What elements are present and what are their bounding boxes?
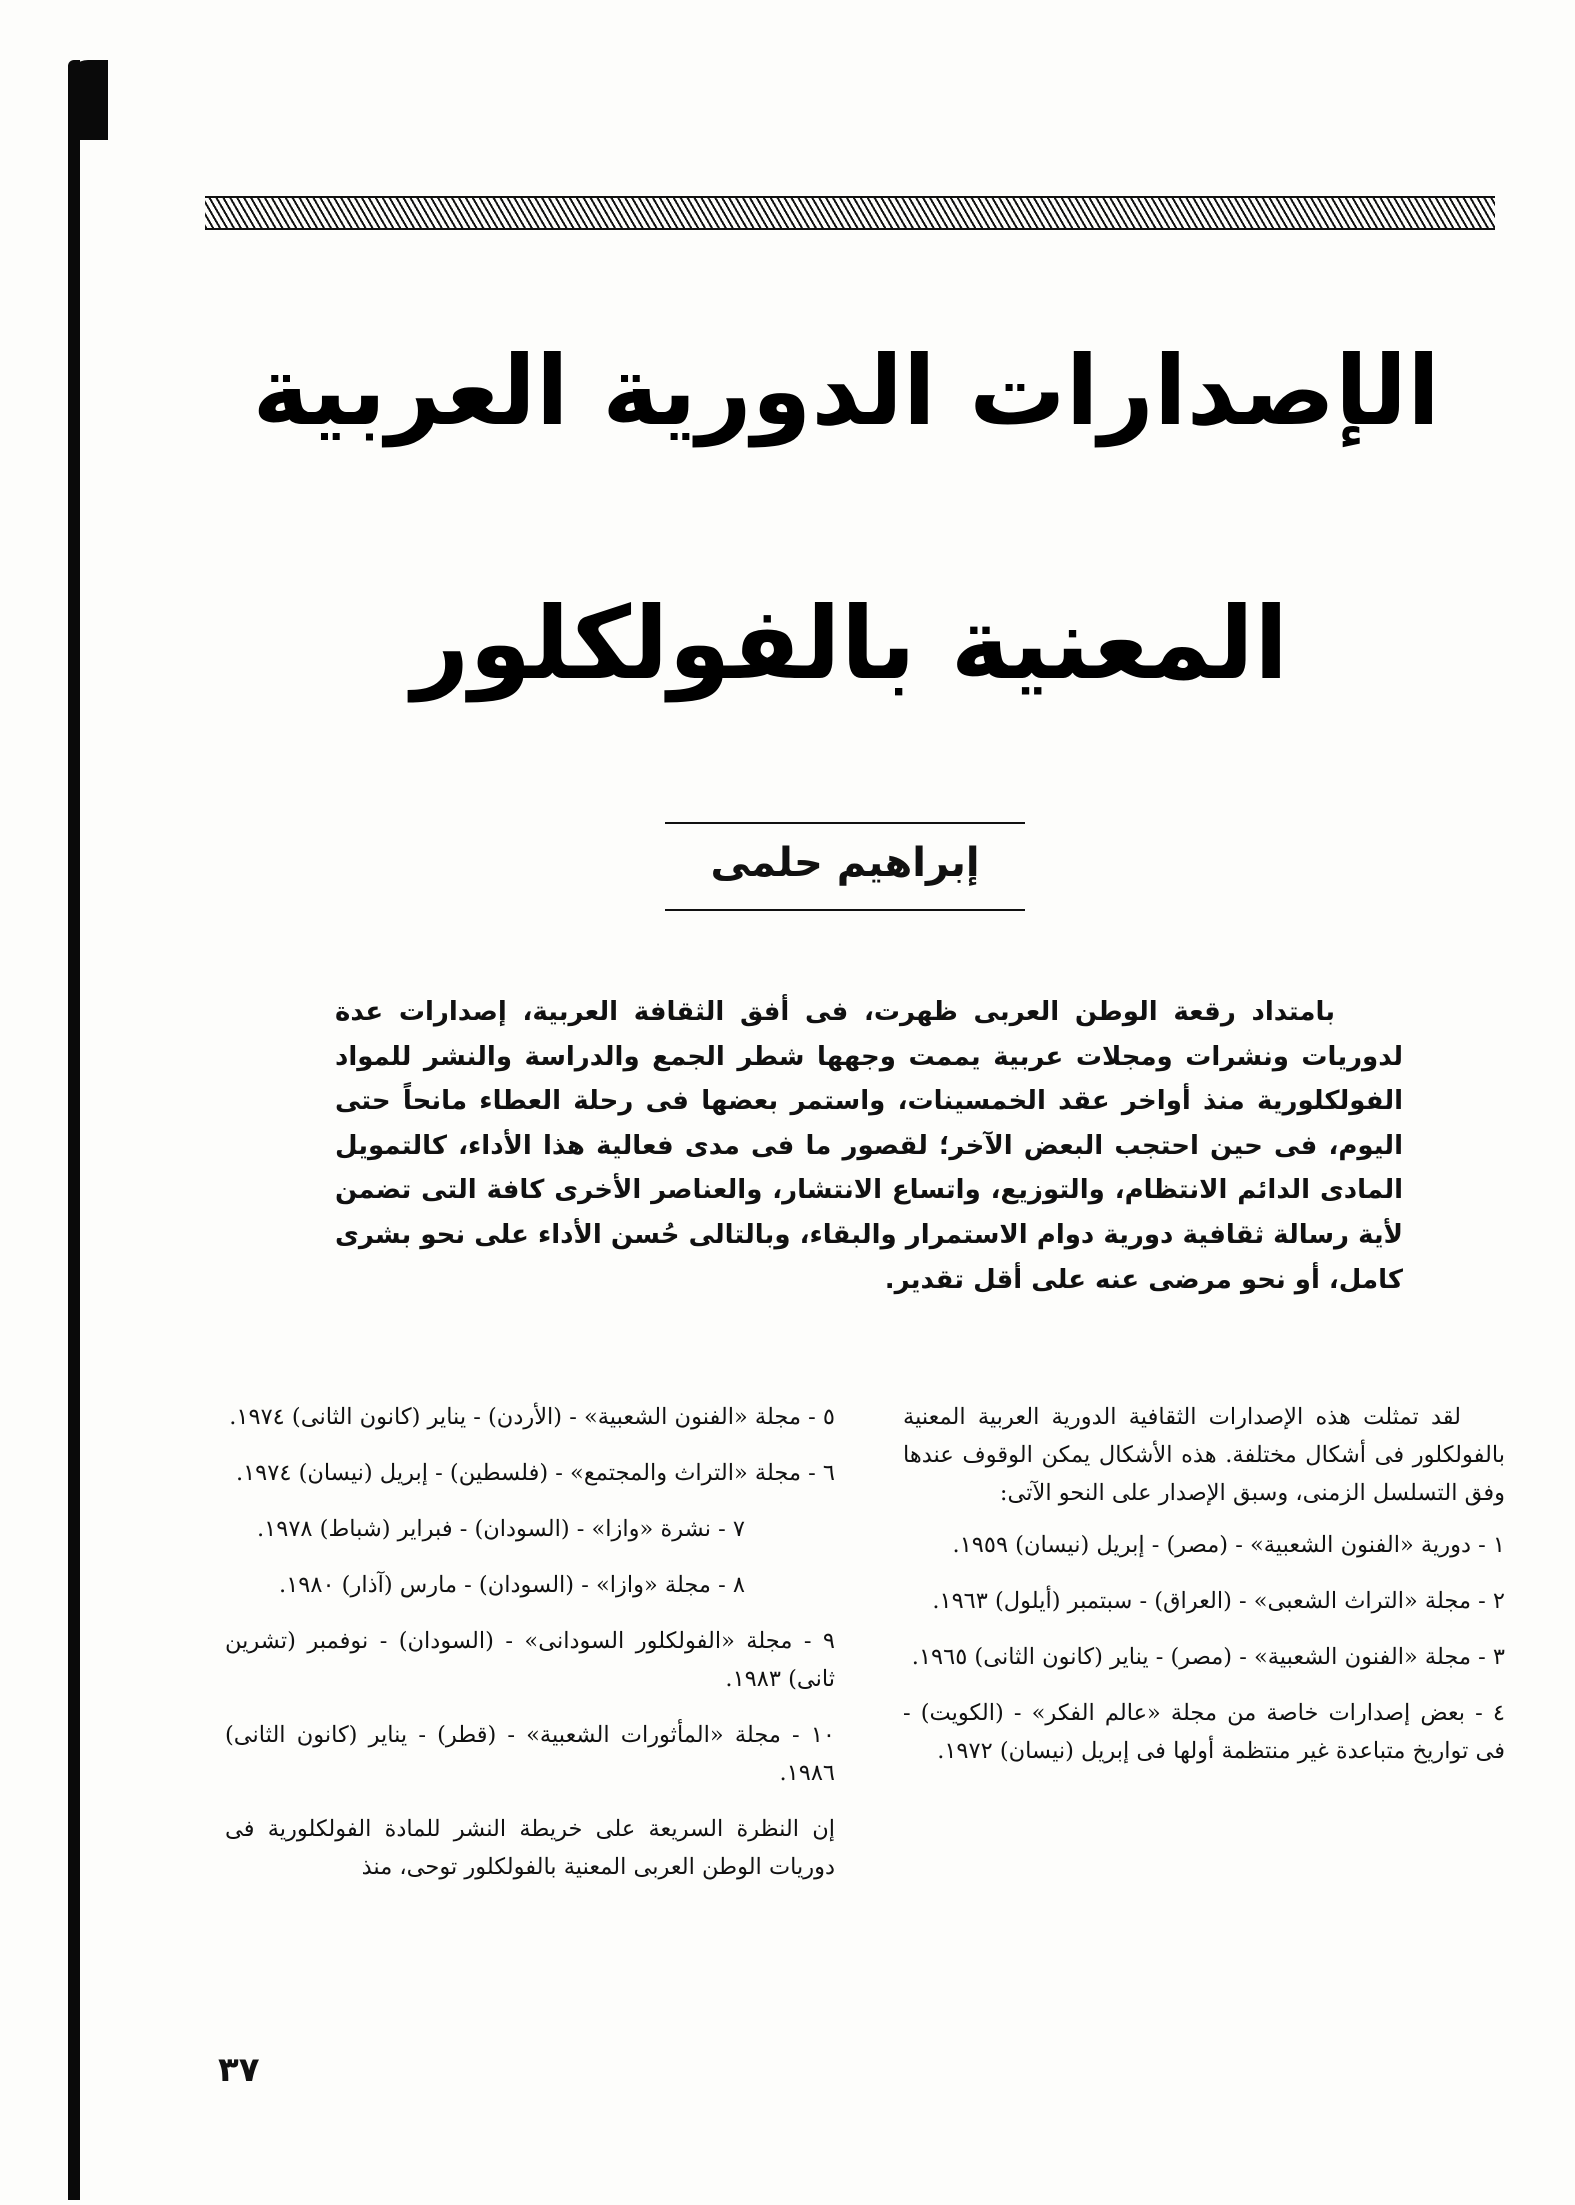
author-rule-top <box>665 822 1025 824</box>
right-column <box>903 1398 1505 1788</box>
page-number: ٣٧ <box>218 2050 260 2090</box>
left-column <box>225 1398 835 1900</box>
list-item: ٩ - مجلة «الفولكلور السودانى» - (السودان) - نوفمبر (تشرين ثانى) ١٩٨٣. <box>225 1628 835 1692</box>
list-item: ١٠ - مجلة «المأثورات الشعبية» - (قطر) - يناير (كانون الثانى) ١٩٨٦. <box>225 1722 835 1786</box>
author-name: إبراهيم حلمى <box>710 840 980 886</box>
decorative-hatched-banner <box>205 196 1495 230</box>
page-scan-edge-corner <box>68 60 108 140</box>
left-column-closing-paragraph: إن النظرة السريعة على خريطة النشر للمادة الفولكلورية فى دوريات الوطن العربى المعنية بالفولكلور توحى، منذ <box>225 1816 835 1880</box>
intro-text: بامتداد رقعة الوطن العربى ظهرت، فى أفق الثقافة العربية، إصدارات عدة لدوريات ونشرات ومجلات عربية يممت وجهها شطر الجمع والدراسة والنشر للمواد الفولكلورية منذ أواخر عقد الخمسينات، واستمر بعضها فى رحلة العطاء مانحاً حتى اليوم، فى حين احتجب البعض الآخر؛ لقصور ما فى مدى فعالية هذا الأداء، كالتمويل المادى الدائم الانتظام، والتوزيع، واتساع الانتشار، والعناصر الأخرى كافة التى تضمن لأية رسالة ثقافية دورية دوام الاستمرار والبقاء، وبالتالى حُسن الأداء على نحو بشرى كامل، أو نحو مرضى عنه على أقل تقدير. <box>335 997 1403 1295</box>
page-scan-edge <box>68 60 80 2200</box>
article-title-line-1: الإصدارات الدورية العربية <box>252 335 1440 447</box>
list-item: ٧ - نشرة «وازا» - (السودان) - فبراير (شباط) ١٩٧٨. <box>257 1516 745 1542</box>
article-title-line-2: المعنية بالفولكلور <box>411 585 1289 702</box>
list-item: ٤ - بعض إصدارات خاصة من مجلة «عالم الفكر» - (الكويت) - فى تواريخ متباعدة غير منتظمة أولها فى إبريل (نيسان) ١٩٧٢. <box>903 1700 1505 1764</box>
list-item: ٣ - مجلة «الفنون الشعبية» - (مصر) - يناير (كانون الثانى) ١٩٦٥. <box>911 1644 1505 1670</box>
right-column-lead-paragraph: لقد تمثلت هذه الإصدارات الثقافية الدورية العربية المعنية بالفولكلور فى أشكال مختلفة. هذه الأشكال يمكن الوقوف عندها وفق التسلسل الزمنى، وسبق الإصدار على النحو الآتى: <box>903 1404 1505 1506</box>
list-item: ١ - دورية «الفنون الشعبية» - (مصر) - إبريل (نيسان) ١٩٥٩. <box>952 1532 1505 1558</box>
intro-paragraph <box>335 990 1403 1302</box>
list-item: ٢ - مجلة «التراث الشعبى» - (العراق) - سبتمبر (أيلول) ١٩٦٣. <box>932 1588 1505 1614</box>
list-item: ٥ - مجلة «الفنون الشعبية» - (الأردن) - يناير (كانون الثانى) ١٩٧٤. <box>229 1404 835 1430</box>
author-rule-bottom <box>665 909 1025 911</box>
list-item: ٨ - مجلة «وازا» - (السودان) - مارس (آذار) ١٩٨٠. <box>279 1572 745 1598</box>
list-item: ٦ - مجلة «التراث والمجتمع» - (فلسطين) - إبريل (نيسان) ١٩٧٤. <box>235 1460 835 1486</box>
